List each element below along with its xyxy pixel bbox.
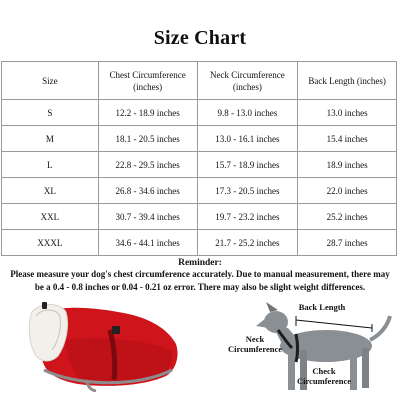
back-length-label: Back Length: [298, 302, 346, 312]
neck-cell: 21.7 - 25.2 inches: [197, 230, 298, 256]
back-length-cell: 15.4 inches: [298, 126, 397, 152]
neck-cell: 15.7 - 18.9 inches: [197, 152, 298, 178]
reminder-text: Please measure your dog's chest circumference accurately. Due to manual measurement, there may be a 0.4 - 0.8 inches or 0.04 - 0.21 oz error. There may also be slight weight differences.: [10, 269, 390, 292]
chest-cell: 18.1 - 20.5 inches: [98, 126, 197, 152]
size-cell: S: [2, 100, 99, 126]
chest-cell: 22.8 - 29.5 inches: [98, 152, 197, 178]
back-length-cell: 22.0 inches: [298, 178, 397, 204]
size-cell: M: [2, 126, 99, 152]
header-size: Size: [2, 62, 99, 100]
chest-cell: 12.2 - 18.9 inches: [98, 100, 197, 126]
size-chart-table: [1, 61, 397, 256]
page-title: Size Chart: [153, 27, 247, 49]
neck-cell: 17.3 - 20.5 inches: [197, 178, 298, 204]
size-cell: XXL: [2, 204, 99, 230]
reminder-title: Reminder:: [178, 258, 222, 268]
table-row: [2, 230, 397, 256]
neck-cell: 19.7 - 23.2 inches: [197, 204, 298, 230]
header-back-length: Back Length (inches): [298, 62, 397, 100]
chest-cell: 34.6 - 44.1 inches: [98, 230, 197, 256]
table-row: [2, 204, 397, 230]
neck-cell: 9.8 - 13.0 inches: [197, 100, 298, 126]
back-length-cell: 28.7 inches: [298, 230, 397, 256]
dog-coat-image: [26, 300, 182, 392]
size-cell: XXXL: [2, 230, 99, 256]
back-length-cell: 18.9 inches: [298, 152, 397, 178]
chest-cell: 26.8 - 34.6 inches: [98, 178, 197, 204]
table-row: [2, 100, 397, 126]
table-row: [2, 178, 397, 204]
back-length-cell: 13.0 inches: [298, 100, 397, 126]
size-cell: XL: [2, 178, 99, 204]
header-chest: Chest Circumference (inches): [98, 62, 197, 100]
header-neck: Neck Circumference (inches): [197, 62, 298, 100]
table-row: [2, 152, 397, 178]
chest-circumference-label: Check Circumference: [297, 366, 351, 386]
table-header-row: [2, 62, 397, 100]
table-row: [2, 126, 397, 152]
chest-cell: 30.7 - 39.4 inches: [98, 204, 197, 230]
neck-cell: 13.0 - 16.1 inches: [197, 126, 298, 152]
neck-circumference-label: Neck Circumference: [228, 334, 282, 354]
back-length-cell: 25.2 inches: [298, 204, 397, 230]
size-cell: L: [2, 152, 99, 178]
